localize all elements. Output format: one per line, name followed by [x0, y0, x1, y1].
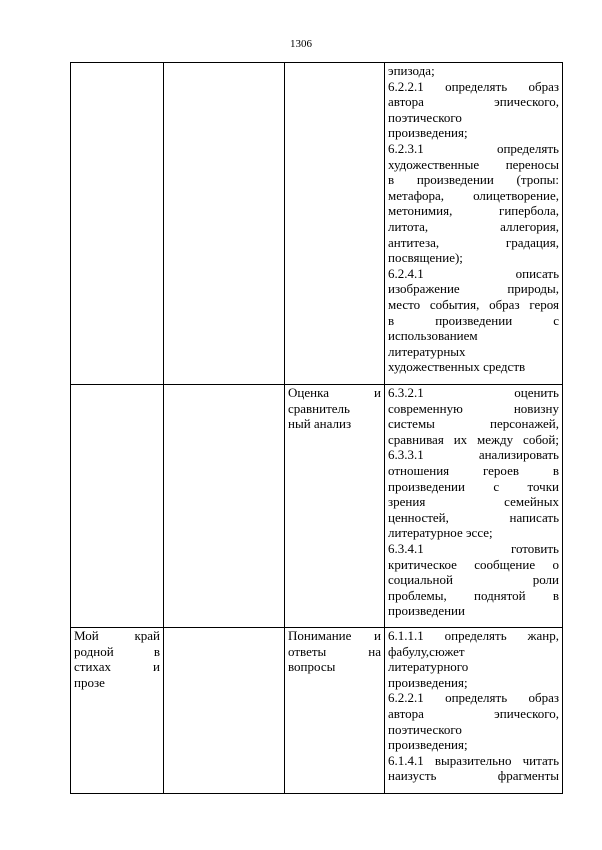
objective-text-line: зрения семейных	[388, 494, 559, 510]
empty-cell	[164, 628, 285, 794]
topic-cell	[71, 385, 164, 628]
table-row	[71, 628, 563, 794]
curriculum-table	[70, 62, 563, 794]
objective-item	[388, 690, 559, 752]
objective-text-line: место события, образ героя	[388, 296, 559, 312]
skill-text-line: сравнитель	[288, 400, 350, 416]
objective-text-line: проблемы, поднятой в	[388, 587, 559, 603]
objective-text-line: современную новизну	[388, 400, 559, 416]
objective-text-line: литота, аллегория,	[388, 218, 559, 234]
objective-text-line: художественные переносы	[388, 156, 559, 172]
objective-text-line: использованием	[388, 328, 478, 344]
objectives-cell	[385, 385, 563, 628]
objective-item	[388, 63, 559, 141]
objective-text-line: социальной роли	[388, 572, 559, 588]
skill-text-line: ный анализ	[288, 416, 352, 432]
topic-text-line: прозе	[74, 674, 105, 690]
objective-text-line: изображение природы,	[388, 281, 559, 297]
objective-text-line: произведении	[388, 603, 465, 619]
objective-item	[388, 447, 559, 541]
objective-text-line: автора эпического,	[388, 94, 559, 110]
objective-text-line: 6.1.4.1 выразительно читать	[388, 752, 559, 768]
objective-text-line: системы персонажей,	[388, 416, 559, 432]
objective-text-line: художественных средств	[388, 359, 526, 375]
skill-cell	[285, 385, 385, 628]
objective-text-line: литературных	[388, 343, 466, 359]
objective-text-line: литературное эссе;	[388, 525, 493, 541]
objective-text-line: 6.3.2.1 оценить	[388, 385, 559, 400]
table-row	[71, 63, 563, 385]
skill-cell	[285, 63, 385, 385]
objective-text-line: 6.2.3.1 определять	[388, 140, 559, 156]
topic-cell	[71, 628, 164, 794]
objective-text-line: метафора, олицетворение,	[388, 187, 559, 203]
objective-text-line: 6.2.4.1 описать	[388, 265, 559, 281]
page-number: 1306	[290, 38, 312, 50]
objective-text-line: литературного	[388, 659, 469, 675]
skill-cell	[285, 628, 385, 794]
objective-item	[388, 753, 559, 784]
objective-item	[388, 266, 559, 375]
objective-text-line: в произведении (тропы:	[388, 172, 559, 188]
objectives-cell	[385, 63, 563, 385]
objective-text-line: произведения;	[388, 674, 468, 690]
objective-item	[388, 141, 559, 266]
objective-text-line: метонимия, гипербола,	[388, 203, 559, 219]
objective-text-line: 6.2.2.1 определять образ	[388, 78, 559, 94]
objective-text-line: 6.2.2.1 определять образ	[388, 690, 559, 706]
objective-text-line: в произведении с	[388, 312, 559, 328]
objective-text-line: фабулу,сюжет	[388, 643, 465, 659]
empty-cell	[164, 63, 285, 385]
empty-cell	[164, 385, 285, 628]
objective-text-line: ценностей, написать	[388, 509, 559, 525]
skill-text-line: ответы на	[288, 643, 381, 659]
topic-cell	[71, 63, 164, 385]
objectives-cell	[385, 628, 563, 794]
skill-text-line: Понимание и	[288, 628, 381, 643]
objective-text-line: 6.3.4.1 готовить	[388, 540, 559, 556]
skill-text-line: Оценка и	[288, 385, 381, 400]
objective-text-line: поэтического	[388, 109, 462, 125]
topic-text-line: Мой край	[74, 628, 160, 643]
objective-text-line: произведения;	[388, 737, 468, 753]
objective-text-line: произведения;	[388, 125, 468, 141]
objective-item	[388, 628, 559, 690]
topic-text-line: стихах и	[74, 659, 160, 675]
objective-text-line: сравнивая их между собой;	[388, 431, 559, 447]
table-row	[71, 385, 563, 628]
objective-text-line: поэтического	[388, 721, 462, 737]
objective-text-line: отношения героев в	[388, 462, 559, 478]
objective-text-line: 6.1.1.1 определять жанр,	[388, 628, 559, 643]
objective-text-line: антитеза, градация,	[388, 234, 559, 250]
objective-text-line: произведении с точки	[388, 478, 559, 494]
objective-item	[388, 541, 559, 619]
skill-text-line: вопросы	[288, 659, 336, 675]
objective-text-line: эпизода;	[388, 63, 435, 78]
objective-item	[388, 385, 559, 447]
topic-text-line: родной в	[74, 643, 160, 659]
objective-text-line: автора эпического,	[388, 705, 559, 721]
objective-text-line: 6.3.3.1 анализировать	[388, 447, 559, 463]
objective-text-line: наизусть фрагменты	[388, 768, 559, 784]
objective-text-line: критическое сообщение о	[388, 556, 559, 572]
objective-text-line: посвящение);	[388, 250, 463, 266]
